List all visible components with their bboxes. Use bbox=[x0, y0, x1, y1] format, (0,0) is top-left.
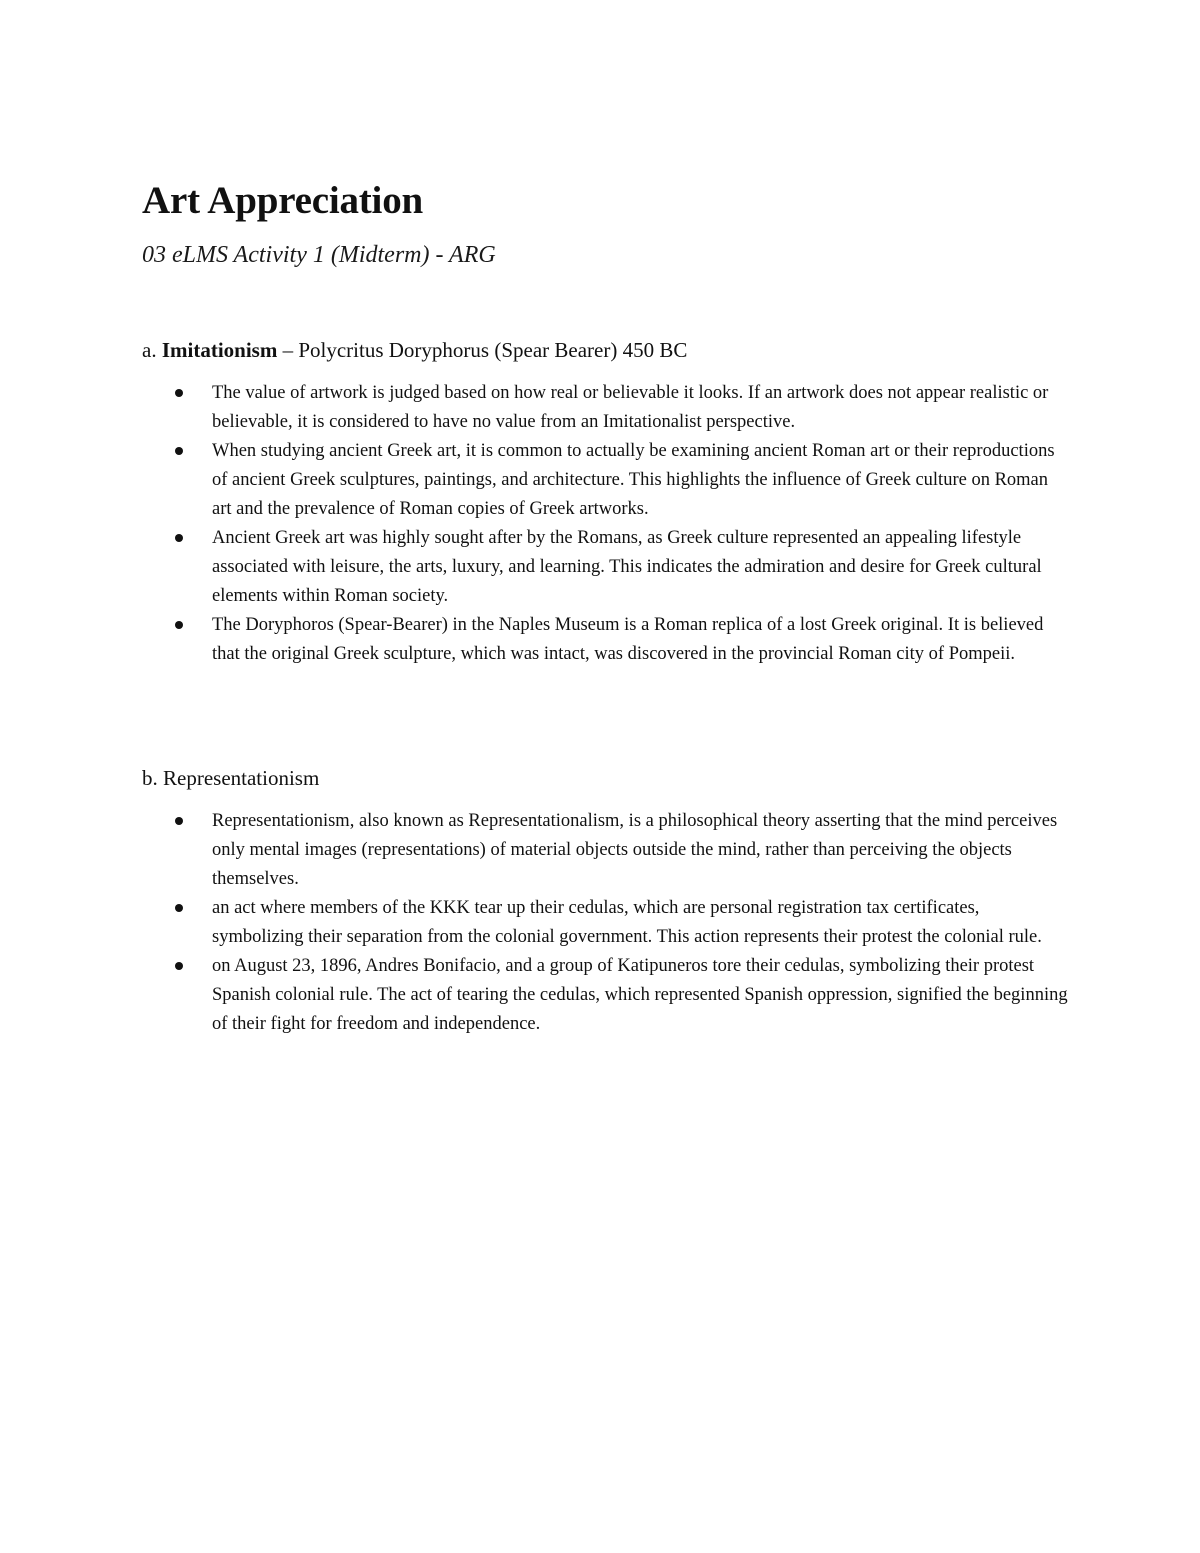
list-item-text: Representationism, also known as Representationalism, is a philosophical theory asserting that the mind perceives only mental images (representations) of material objects outside the mind, rather than perceiving the objects themselves. bbox=[212, 811, 1058, 889]
bullet-icon bbox=[175, 447, 183, 455]
section-heading-representationism: b. Representationism bbox=[142, 766, 320, 790]
section-prefix: a. bbox=[142, 338, 162, 362]
bullet-icon bbox=[175, 534, 183, 542]
list-item bbox=[142, 524, 1072, 611]
bullet-icon bbox=[175, 817, 183, 825]
list-item-text: Ancient Greek art was highly sought after by the Romans, as Greek culture represented an appealing lifestyle associated with leisure, the arts, luxury, and learning. This indicates the admiration and desire for Greek cultural elements within Roman society. bbox=[212, 528, 1042, 606]
list-item bbox=[142, 611, 1072, 669]
section-term: Imitationism bbox=[161, 338, 278, 362]
section-heading-rest: – Polycritus Doryphorus (Spear Bearer) 450 BC bbox=[277, 338, 688, 362]
bullet-icon bbox=[175, 389, 183, 397]
list-item bbox=[142, 437, 1072, 524]
bullet-icon bbox=[175, 904, 183, 912]
list-item-text: The Doryphoros (Spear-Bearer) in the Naples Museum is a Roman replica of a lost Greek original. It is believed that the original Greek sculpture, which was intact, was discovered in the provincial Roman city of Pompeii. bbox=[212, 615, 1044, 664]
list-item bbox=[142, 952, 1072, 1039]
list-item bbox=[142, 379, 1072, 437]
list-item-text: The value of artwork is judged based on how real or believable it looks. If an artwork does not appear realistic or believable, it is considered to have no value from an Imitationalist perspective. bbox=[212, 383, 1049, 432]
section-representationism bbox=[142, 762, 1072, 1039]
list-item-text: on August 23, 1896, Andres Bonifacio, and a group of Katipuneros tore their cedulas, symbolizing their protest Spanish colonial rule. The act of tearing the cedulas, which represented Spanish oppression, signified the beginning of their fight for freedom and independence. bbox=[212, 956, 1068, 1034]
document-subtitle: 03 eLMS Activity 1 (Midterm) - ARG bbox=[142, 242, 496, 268]
document-title: Art Appreciation bbox=[142, 179, 423, 222]
list-item bbox=[142, 894, 1072, 952]
section-heading-imitationism bbox=[142, 334, 1072, 366]
bullet-list-imitationism bbox=[142, 379, 1072, 669]
list-item-text: an act where members of the KKK tear up their cedulas, which are personal registration tax certificates, symbolizing their separation from the colonial government. This action represents their protest the colonial rule. bbox=[212, 898, 1042, 947]
bullet-icon bbox=[175, 621, 183, 629]
bullet-list-representationism bbox=[142, 807, 1072, 1039]
section-imitationism bbox=[142, 334, 1072, 669]
list-item-text: When studying ancient Greek art, it is common to actually be examining ancient Roman art or their reproductions of ancient Greek sculptures, paintings, and architecture. This highlights the influence of Greek culture on Roman art and the prevalence of Roman copies of Greek artworks. bbox=[212, 441, 1055, 519]
bullet-icon bbox=[175, 962, 183, 970]
list-item bbox=[142, 807, 1072, 894]
